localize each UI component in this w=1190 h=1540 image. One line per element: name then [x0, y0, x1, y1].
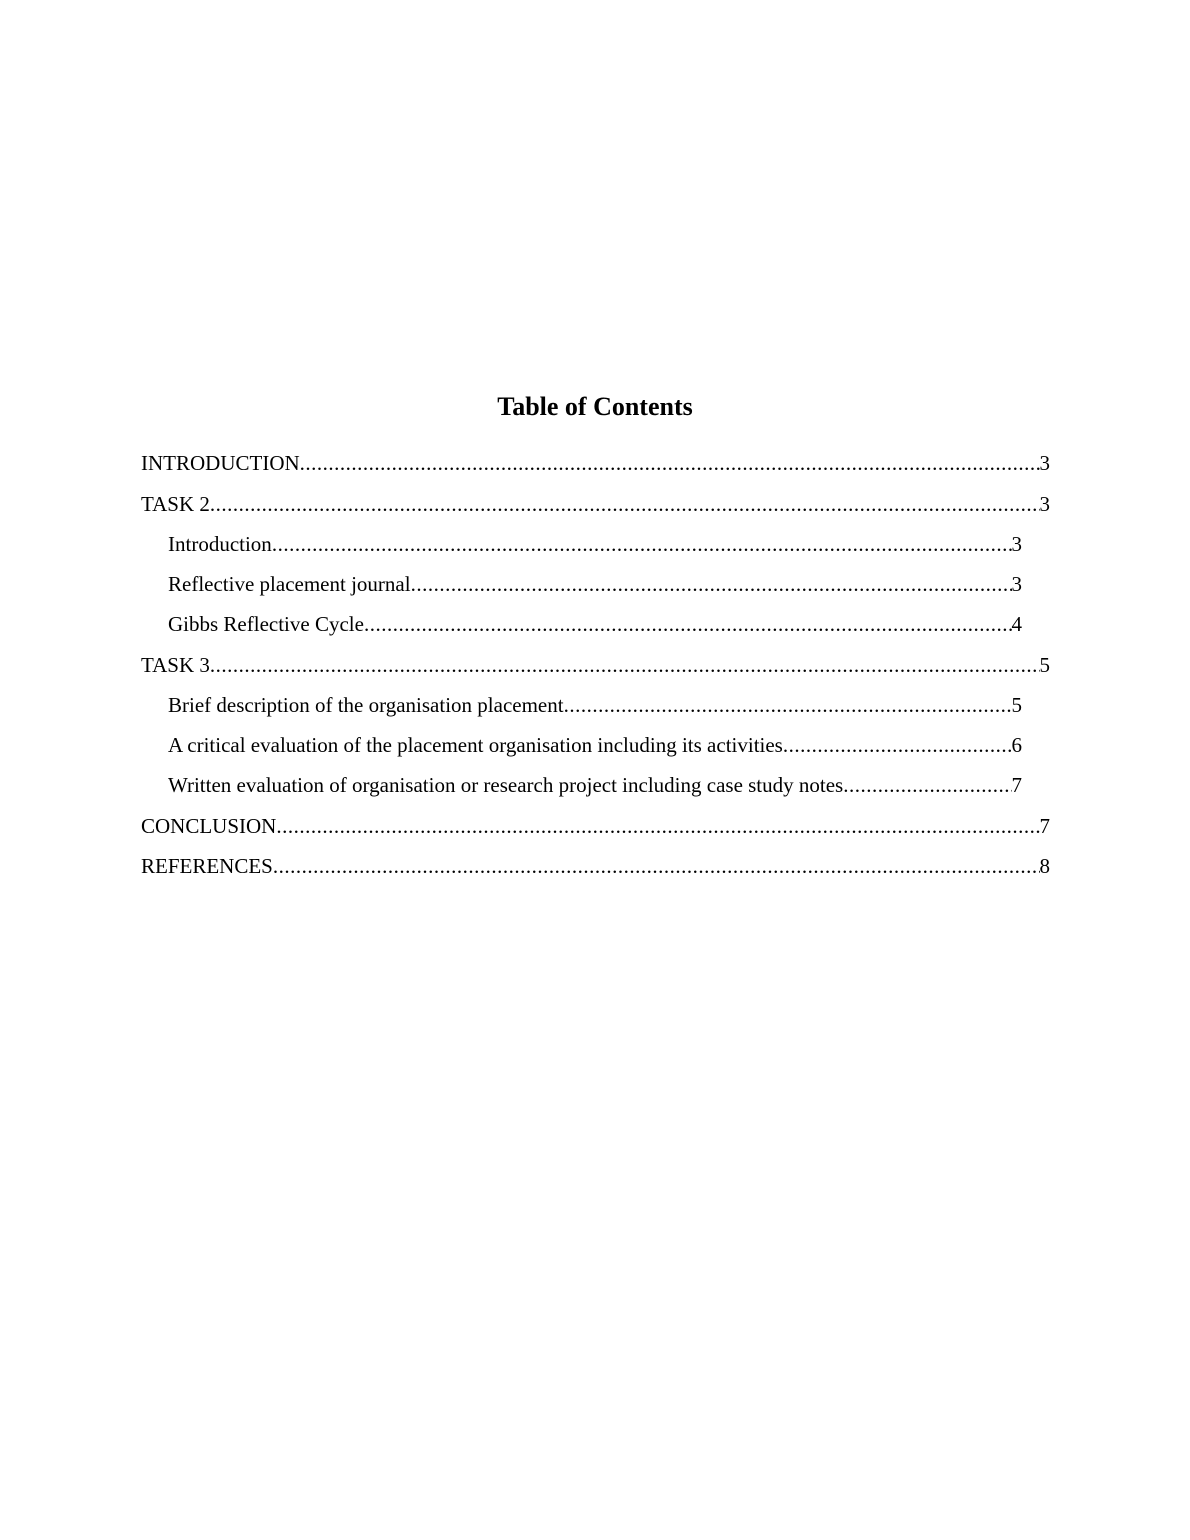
toc-dot-leader	[843, 772, 1011, 798]
toc-dot-leader	[783, 732, 1012, 758]
toc-entry-page-number: 7	[1011, 773, 1022, 797]
toc-entry-written-evaluation[interactable]	[168, 772, 1022, 798]
toc-entry-label: TASK 2	[141, 492, 210, 516]
toc-entry-page-number: 5	[1011, 693, 1022, 717]
toc-entry-gibbs-reflective-cycle[interactable]	[168, 611, 1022, 637]
toc-entry-page-number: 7	[1039, 814, 1050, 838]
toc-entry-conclusion[interactable]	[141, 813, 1050, 839]
toc-entry-label: Gibbs Reflective Cycle	[168, 612, 364, 636]
toc-dot-leader	[273, 853, 1040, 879]
toc-dot-leader	[564, 692, 1012, 718]
toc-entry-critical-evaluation[interactable]	[168, 732, 1022, 758]
toc-entry-label: Reflective placement journal	[168, 572, 411, 596]
toc-entry-page-number: 5	[1039, 653, 1050, 677]
toc-entry-label: Introduction	[168, 532, 272, 556]
toc-entry-introduction[interactable]	[141, 450, 1050, 476]
toc-entry-brief-description[interactable]	[168, 692, 1022, 718]
toc-dot-leader	[411, 571, 1012, 597]
toc-entry-label: A critical evaluation of the placement organisation including its activities	[168, 733, 783, 757]
toc-entry-task-2[interactable]	[141, 491, 1050, 517]
toc-entry-page-number: 4	[1011, 612, 1022, 636]
toc-entry-task-2-introduction[interactable]	[168, 531, 1022, 557]
toc-dot-leader	[272, 531, 1012, 557]
toc-entry-label: INTRODUCTION	[141, 451, 300, 475]
toc-entry-reflective-placement-journal[interactable]	[168, 571, 1022, 597]
toc-entry-task-3[interactable]	[141, 652, 1050, 678]
toc-dot-leader	[210, 491, 1040, 517]
toc-entry-page-number: 3	[1039, 492, 1050, 516]
toc-entry-label: REFERENCES	[141, 854, 273, 878]
toc-entry-page-number: 3	[1011, 572, 1022, 596]
toc-entry-page-number: 3	[1011, 532, 1022, 556]
toc-entry-label: TASK 3	[141, 653, 210, 677]
toc-dot-leader	[364, 611, 1012, 637]
toc-entry-label: Brief description of the organisation placement	[168, 693, 564, 717]
toc-title: Table of Contents	[497, 392, 693, 421]
toc-dot-leader	[210, 652, 1040, 678]
toc-dot-leader	[276, 813, 1039, 839]
toc-entry-page-number: 6	[1011, 733, 1022, 757]
toc-entry-page-number: 3	[1039, 451, 1050, 475]
toc-dot-leader	[300, 450, 1040, 476]
toc-entry-page-number: 8	[1039, 854, 1050, 878]
toc-entry-references[interactable]	[141, 853, 1050, 879]
toc-entry-label: CONCLUSION	[141, 814, 277, 838]
toc-entry-label: Written evaluation of organisation or research project including case study notes	[168, 773, 844, 797]
